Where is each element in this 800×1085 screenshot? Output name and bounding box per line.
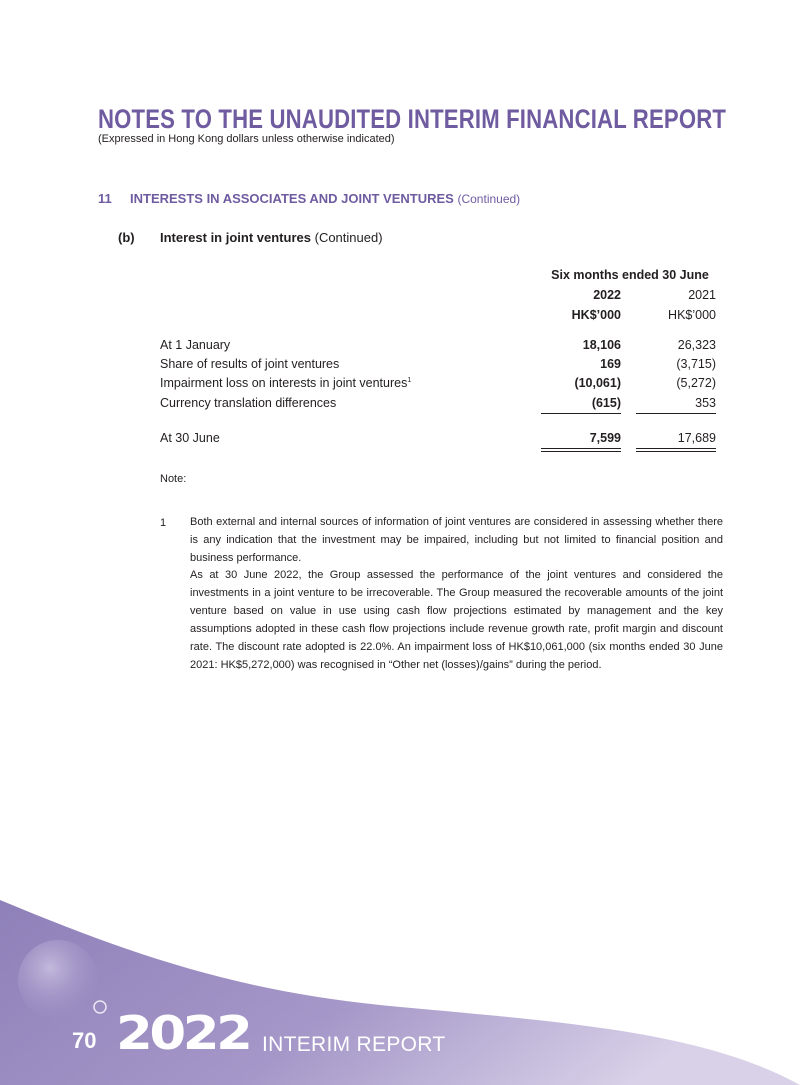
- total-double-rule-2021: [636, 448, 716, 452]
- section-title: INTERESTS IN ASSOCIATES AND JOINT VENTURES: [130, 191, 454, 206]
- total-double-rule-2022: [541, 448, 621, 452]
- page-subtitle: (Expressed in Hong Kong dollars unless otherwise indicated): [98, 133, 395, 145]
- year-logo: 2022: [116, 1006, 250, 1060]
- orb-decoration: [18, 940, 98, 1020]
- page-number: 70: [72, 1028, 97, 1053]
- page-title: NOTES TO THE UNAUDITED INTERIM FINANCIAL REPORT: [98, 104, 727, 134]
- row-label-share-of-results: Share of results of joint ventures: [160, 357, 340, 371]
- row-value-2021: 353: [695, 396, 716, 410]
- footnote-ref: 1: [407, 377, 412, 384]
- note-heading: Note:: [160, 473, 187, 485]
- row-value-2022: 18,106: [582, 338, 621, 352]
- section-heading: [98, 191, 520, 206]
- impairment-label-text: Impairment loss on interests in joint ventures: [160, 376, 408, 390]
- subsection-title: Interest in joint ventures: [160, 230, 311, 245]
- subsection-continued: (Continued): [314, 230, 383, 245]
- row-label-currency-translation: Currency translation differences: [160, 396, 337, 410]
- subtotal-rule-2022: [541, 413, 621, 414]
- section-number: 11: [98, 191, 112, 206]
- column-year-2021: 2021: [688, 288, 716, 302]
- row-label-at-30-june: At 30 June: [160, 431, 220, 445]
- note-paragraph: As at 30 June 2022, the Group assessed the performance of the joint ventures and considered the investments in a joint venture to be irrecoverable. The Group measured the recoverable amounts of the joint venture based on value in use using cash flow projections estimated by management and the key assumptions adopted in these cash flow projections include revenue growth rate, profit margin and discount rate. The discount rate adopted is 22.0%. An impairment loss of HK$10,061,000 (six months ended 30 June 2021: HK$5,272,000) was recognised in “Other net (losses)/gains” during the period.: [190, 569, 723, 671]
- subsection-label: (b): [118, 230, 135, 245]
- note-paragraph: Both external and internal sources of information of joint ventures are considered in assessing whether there is any indication that the investment may be impaired, including but not limited to financial position and business performance.: [190, 516, 723, 564]
- period-header: Six months ended 30 June: [551, 268, 709, 282]
- row-value-2021: (5,272): [676, 376, 716, 390]
- note-number: 1: [160, 517, 167, 529]
- total-value-2021: 17,689: [677, 431, 716, 445]
- column-unit-2022: HK$’000: [571, 308, 621, 322]
- section-continued: (Continued): [457, 192, 521, 206]
- report-label: INTERIM REPORT: [262, 1033, 446, 1056]
- row-value-2022: 169: [600, 357, 621, 371]
- subsection-heading: [118, 230, 383, 245]
- row-label-impairment-loss: [160, 376, 411, 390]
- column-unit-2021: HK$’000: [668, 308, 716, 322]
- row-value-2022: (10,061): [574, 376, 621, 390]
- row-value-2021: 26,323: [677, 338, 716, 352]
- row-value-2021: (3,715): [676, 357, 716, 371]
- row-label-at-1-january: At 1 January: [160, 338, 231, 352]
- total-value-2022: 7,599: [589, 431, 621, 445]
- row-value-2022: (615): [591, 396, 621, 410]
- subtotal-rule-2021: [636, 413, 716, 414]
- column-year-2022: 2022: [593, 288, 621, 302]
